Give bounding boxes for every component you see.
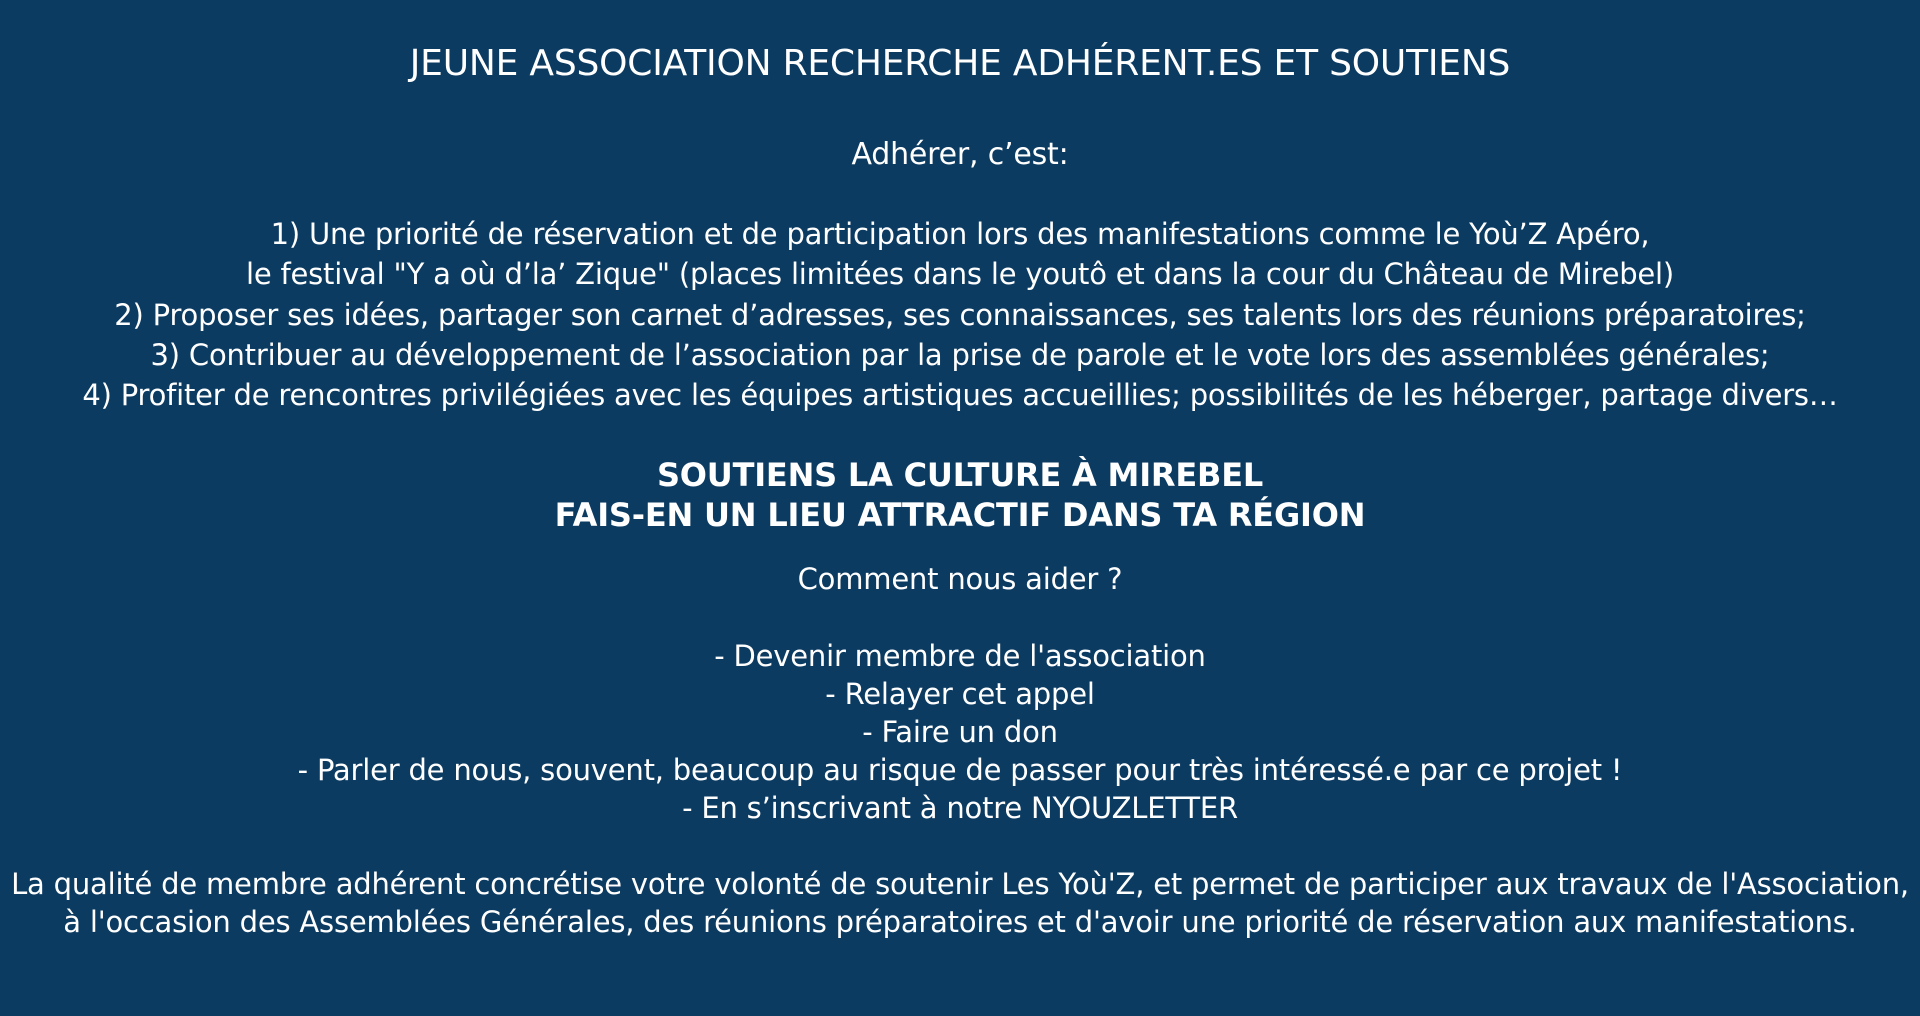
benefit-line: 1) Une priorité de réservation et de participation lors des manifestations comme le Yoù’Z Apéro, <box>270 217 1650 251</box>
help-item: - Relayer cet appel <box>825 677 1095 711</box>
benefit-line: 3) Contribuer au développement de l’association par la prise de parole et le vote lors des assemblées générales; <box>150 338 1770 372</box>
page-title: JEUNE ASSOCIATION RECHERCHE ADHÉRENT.ES ET SOUTIENS <box>409 43 1511 84</box>
help-item: - Devenir membre de l'association <box>714 639 1206 673</box>
help-item: - Faire un don <box>862 715 1058 749</box>
benefit-line: le festival "Y a où d’la’ Zique" (places limitées dans le youtô et dans la cour du Château de Mirebel) <box>245 257 1675 291</box>
footer-line: La qualité de membre adhérent concrétise votre volonté de soutenir Les Yoù'Z, et permet de participer aux travaux de l'Association, <box>11 867 1909 901</box>
footer-line: à l'occasion des Assemblées Générales, des réunions préparatoires et d'avoir une priorité de réservation aux manifestations. <box>63 905 1857 939</box>
benefit-line: 2) Proposer ses idées, partager son carnet d’adresses, ses connaissances, ses talents lors des réunions préparatoires; <box>114 298 1806 332</box>
benefit-line: 4) Profiter de rencontres privilégiées avec les équipes artistiques accueillies; possibilités de les héberger, partage divers… <box>82 378 1838 412</box>
slogan-line: FAIS-EN UN LIEU ATTRACTIF DANS TA RÉGION <box>554 496 1366 534</box>
benefits-heading: Adhérer, c’est: <box>851 137 1069 172</box>
slogan-line: SOUTIENS LA CULTURE À MIREBEL <box>656 456 1264 494</box>
help-heading: Comment nous aider ? <box>797 562 1123 596</box>
help-item: - Parler de nous, souvent, beaucoup au risque de passer pour très intéressé.e par ce projet ! <box>297 753 1623 787</box>
help-item: - En s’inscrivant à notre NYOUZLETTER <box>682 791 1238 825</box>
